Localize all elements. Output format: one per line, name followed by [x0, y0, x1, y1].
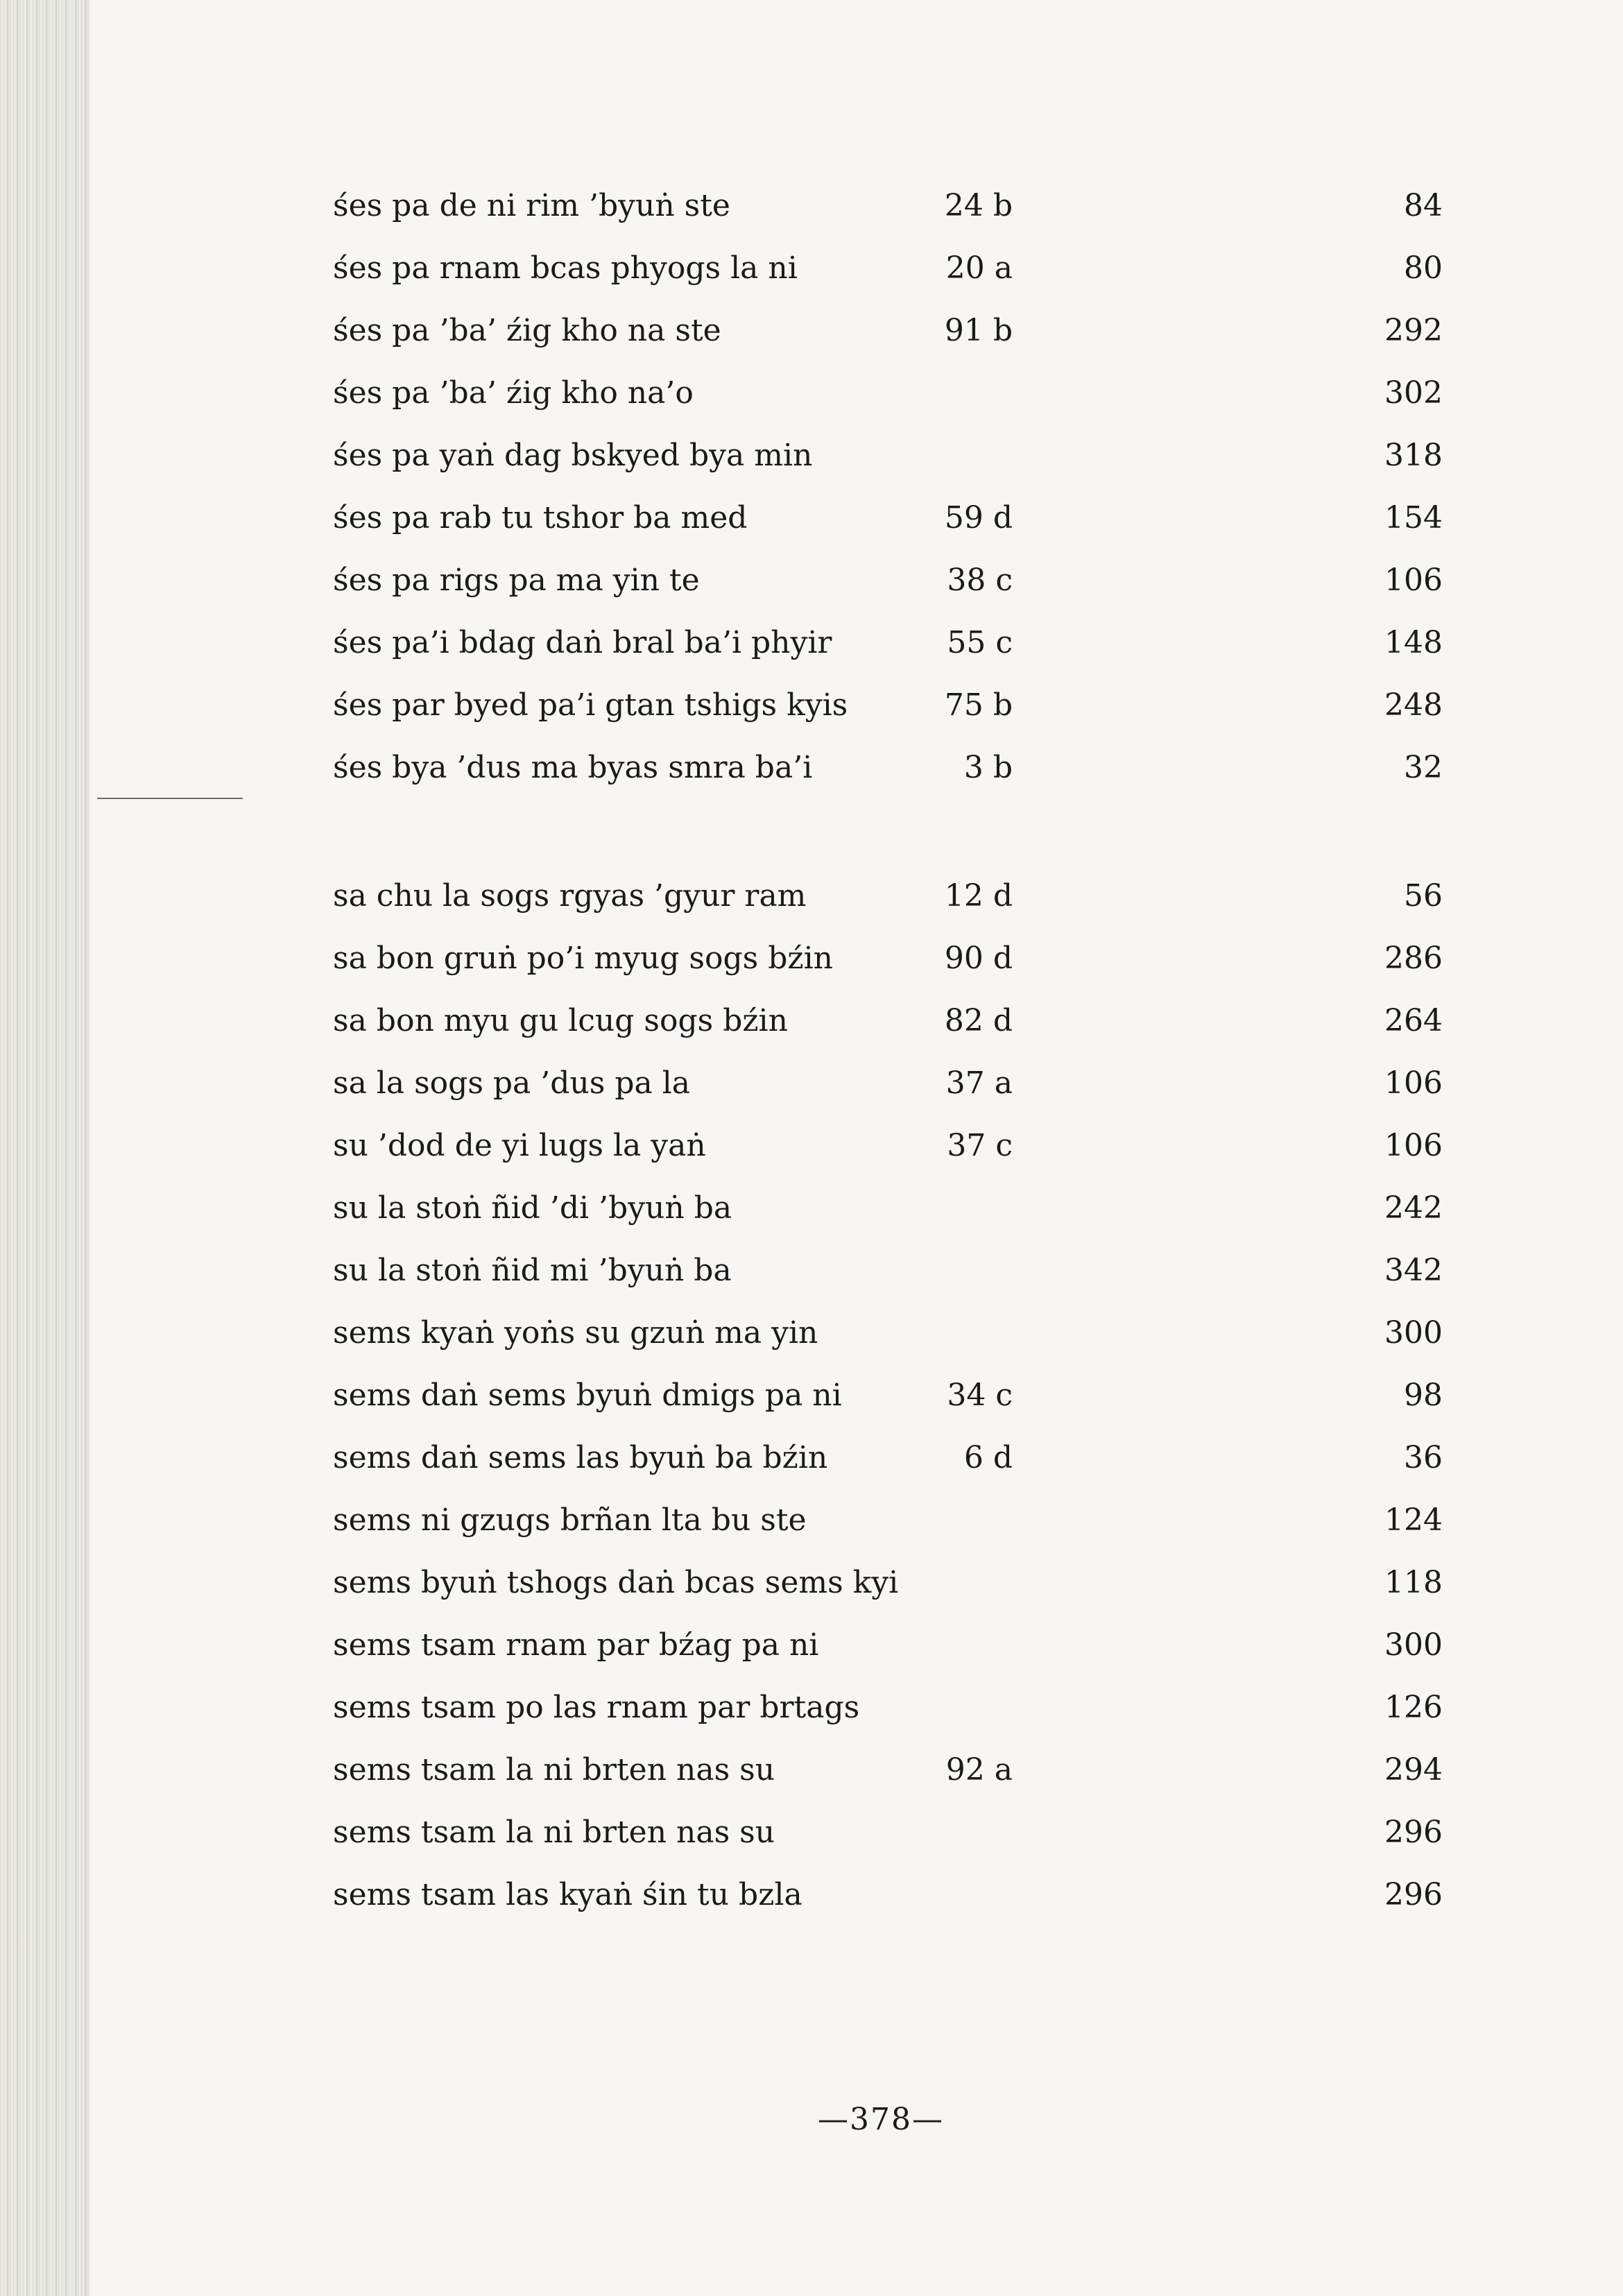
index-row: [0, 1364, 1623, 1427]
index-row: [0, 549, 1623, 612]
index-entry: śes pa rigs pa ma yin te: [333, 563, 700, 598]
index-entry: śes pa’i bdag daṅ bral ba’i phyir: [333, 625, 832, 660]
index-row: [0, 990, 1623, 1052]
index-entry: su la stoṅ ñid ’di ’byuṅ ba: [333, 1190, 732, 1226]
folio-ref: 55 c: [947, 625, 1013, 660]
page-ref: 248: [1384, 687, 1443, 723]
index-entry: sems tsam la ni brten nas su: [333, 1752, 775, 1788]
index-entry: sems tsam la ni brten nas su: [333, 1815, 775, 1850]
index-row: [0, 300, 1623, 362]
index-entry: śes pa ’ba’ źig kho na’o: [333, 375, 694, 411]
index-entry: śes bya ’dus ma byas smra ba’i: [333, 750, 813, 785]
index-row: [0, 1739, 1623, 1801]
index-entry: sems tsam rnam par bźag pa ni: [333, 1627, 819, 1663]
index-row: [0, 1552, 1623, 1614]
page-ref: 106: [1384, 1128, 1443, 1163]
folio-ref: 6 d: [963, 1440, 1013, 1475]
index-entry: sems tsam las kyaṅ śin tu bzla: [333, 1877, 802, 1912]
index-entry: śes par byed pa’i gtan tshigs kyis: [333, 687, 848, 723]
page-ref: 296: [1384, 1877, 1443, 1912]
index-row: [0, 1177, 1623, 1240]
index-entry: sa bon myu gu lcug sogs bźin: [333, 1003, 788, 1038]
index-entry: śes pa yaṅ dag bskyed bya min: [333, 438, 813, 473]
index-row: [0, 1427, 1623, 1489]
index-row: [0, 737, 1623, 799]
page-ref: 342: [1384, 1253, 1443, 1288]
index-entry: sa la sogs pa ’dus pa la: [333, 1065, 691, 1101]
index-entry: śes pa rnam bcas phyogs la ni: [333, 250, 798, 286]
page-ref: 242: [1384, 1190, 1443, 1226]
folio-ref: 24 b: [944, 188, 1013, 223]
page-ref: 106: [1384, 1065, 1443, 1101]
page-ref: 294: [1384, 1752, 1443, 1788]
index-row: [0, 237, 1623, 300]
page-ref: 302: [1384, 375, 1443, 411]
index-row: [0, 865, 1623, 927]
page-ref: 106: [1384, 563, 1443, 598]
page-ref: 118: [1384, 1565, 1443, 1600]
index-row: [0, 1052, 1623, 1115]
index-row: [0, 1801, 1623, 1864]
page-ref: 318: [1384, 438, 1443, 473]
index-row: [0, 1115, 1623, 1177]
page-ref: 124: [1384, 1502, 1443, 1538]
page-ref: 264: [1384, 1003, 1443, 1038]
index-row: [0, 1302, 1623, 1364]
index-row: [0, 612, 1623, 674]
page-ref: 292: [1384, 313, 1443, 348]
folio-ref: 34 c: [947, 1378, 1013, 1413]
page-ref: 154: [1384, 500, 1443, 536]
index-entry: sems ni gzugs brñan lta bu ste: [333, 1502, 807, 1538]
index-entry: sa chu la sogs rgyas ’gyur ram: [333, 878, 807, 914]
page-ref: 80: [1404, 250, 1443, 286]
index-row: [0, 1614, 1623, 1677]
page-ref: 56: [1404, 878, 1443, 914]
page-ref: 98: [1404, 1378, 1443, 1413]
page-ref: 148: [1384, 625, 1443, 660]
folio-ref: 92 a: [945, 1752, 1013, 1788]
index-entry: sems daṅ sems las byuṅ ba bźin: [333, 1440, 828, 1475]
page-ref: 296: [1384, 1815, 1443, 1850]
index-entry: śes pa de ni rim ’byuṅ ste: [333, 188, 730, 223]
index-entry: sems daṅ sems byuṅ dmigs pa ni: [333, 1378, 842, 1413]
page-ref: 300: [1384, 1315, 1443, 1351]
index-row: [0, 175, 1623, 237]
index-entry: sems tsam po las rnam par brtags: [333, 1690, 860, 1725]
index-entry: su ’dod de yi lugs la yaṅ: [333, 1128, 706, 1163]
index-entry: śes pa ’ba’ źig kho na ste: [333, 313, 721, 348]
index-entry: sems byuṅ tshogs daṅ bcas sems kyi: [333, 1565, 899, 1600]
index-row: [0, 1489, 1623, 1552]
folio-ref: 37 c: [947, 1128, 1013, 1163]
folio-ref: 75 b: [944, 687, 1013, 723]
folio-ref: 38 c: [947, 563, 1013, 598]
folio-ref: 90 d: [944, 941, 1013, 976]
page-ref: 300: [1384, 1627, 1443, 1663]
index-row: [0, 927, 1623, 990]
index-entry: su la stoṅ ñid mi ’byuṅ ba: [333, 1253, 732, 1288]
page-ref: 84: [1404, 188, 1443, 223]
page-ref: 32: [1404, 750, 1443, 785]
page-ref: 36: [1404, 1440, 1443, 1475]
index-row: [0, 674, 1623, 737]
index-entry: śes pa rab tu tshor ba med: [333, 500, 748, 536]
page-ref: 126: [1384, 1690, 1443, 1725]
folio-ref: 20 a: [945, 250, 1013, 286]
index-row: [0, 362, 1623, 425]
folio-ref: 91 b: [944, 313, 1013, 348]
page-number: —378—: [818, 2102, 944, 2137]
folio-ref: 37 a: [945, 1065, 1013, 1101]
index-row: [0, 487, 1623, 549]
folio-ref: 3 b: [963, 750, 1013, 785]
index-entry: sems kyaṅ yoṅs su gzuṅ ma yin: [333, 1315, 818, 1351]
page-ref: 286: [1384, 941, 1443, 976]
folio-ref: 82 d: [944, 1003, 1013, 1038]
index-row: [0, 425, 1623, 487]
index-row: [0, 1240, 1623, 1302]
folio-ref: 59 d: [944, 500, 1013, 536]
index-row: [0, 1864, 1623, 1926]
index-row: [0, 1677, 1623, 1739]
index-entry: sa bon gruṅ po’i myug sogs bźin: [333, 941, 833, 976]
folio-ref: 12 d: [944, 878, 1013, 914]
